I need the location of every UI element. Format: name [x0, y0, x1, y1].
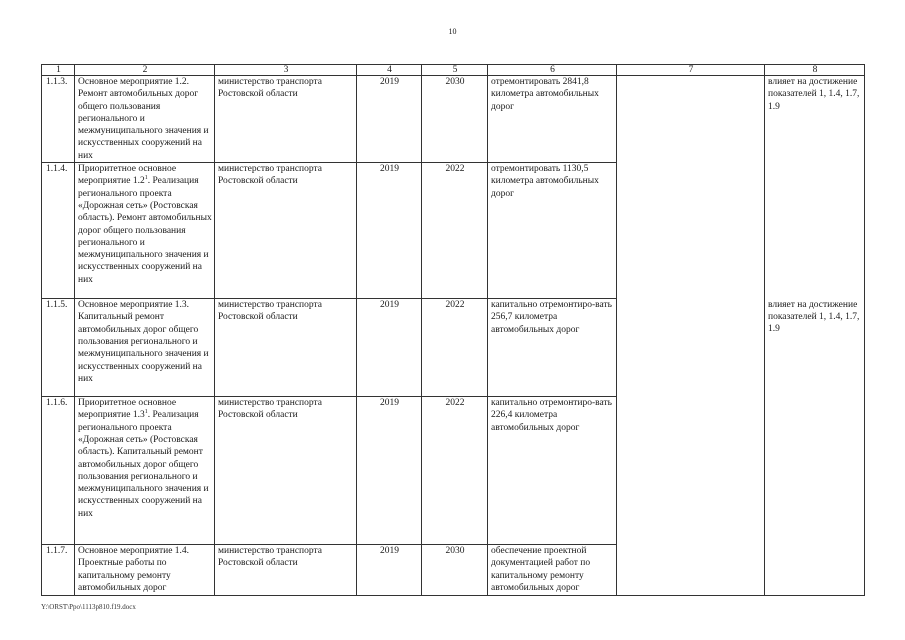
page-number: 10 [448, 27, 457, 36]
row-number-cell: 1.1.7. [42, 545, 75, 596]
measure-name-cell: Основное мероприятие 1.3. Капитальный ремонт автомобильных дорог общего пользования регионального и межмуниципального значения и искусственных сооружений на них [75, 299, 215, 397]
end-year-cell: 2030 [422, 545, 488, 596]
measure-name-cell [75, 397, 215, 545]
executor-cell: министерство транспорта Ростовской области [215, 76, 357, 163]
program-measures-table [41, 64, 865, 596]
header-cell: 6 [488, 65, 617, 76]
start-year-cell: 2019 [357, 397, 422, 545]
expected-result-cell: обеспечение проектной документацией работ по капитальному ремонту автомобильных дорог [488, 545, 617, 596]
footnote-mark: 1 [144, 175, 148, 182]
start-year-cell: 2019 [357, 299, 422, 397]
consequence-cell [617, 76, 765, 299]
row-number-cell: 1.1.3. [42, 76, 75, 163]
measure-name-cell [75, 163, 215, 299]
table-row [42, 299, 865, 397]
end-year-cell: 2030 [422, 76, 488, 163]
measure-name-text: Приоритетное основное мероприятие 1.2 [78, 164, 177, 187]
header-cell: 4 [357, 65, 422, 76]
footnote-mark: 1 [144, 409, 148, 416]
expected-result-cell: отремонтировать 2841,8 километра автомобильных дорог [488, 76, 617, 163]
header-cell: 2 [75, 65, 215, 76]
expected-result-cell: отремонтировать 1130,5 километра автомобильных дорог [488, 163, 617, 299]
expected-result-cell: капитально отремонтиро-вать 226,4 километра автомобильных дорог [488, 397, 617, 545]
measure-name-text: . Реализация регионального проекта «Дорожная сеть» (Ростовская область). Капитальный ремонт автомобильных дорог общего пользования регионального и межмуниципального значения и искусственных сооружений на них [78, 410, 209, 519]
header-cell: 7 [617, 65, 765, 76]
document-file-path: Y:\ORST\Ppo\1113p810.f19.docx [41, 603, 136, 611]
start-year-cell: 2019 [357, 76, 422, 163]
executor-cell: министерство транспорта Ростовской области [215, 545, 357, 596]
executor-cell: министерство транспорта Ростовской области [215, 397, 357, 545]
indicator-link-cell: влияет на достижение показателей 1, 1.4, 1.7, 1.9 [765, 76, 865, 299]
measure-name-text: . Реализация регионального проекта «Дорожная сеть» (Ростовская область). Ремонт автомобильных дорог общего пользования регионального и межмуниципального значения и искусственных сооружений на них [78, 176, 212, 285]
start-year-cell: 2019 [357, 163, 422, 299]
header-cell: 1 [42, 65, 75, 76]
row-number-cell: 1.1.5. [42, 299, 75, 397]
start-year-cell: 2019 [357, 545, 422, 596]
table-header-row [42, 65, 865, 76]
end-year-cell: 2022 [422, 397, 488, 545]
end-year-cell: 2022 [422, 299, 488, 397]
row-number-cell: 1.1.4. [42, 163, 75, 299]
header-cell: 5 [422, 65, 488, 76]
header-cell: 3 [215, 65, 357, 76]
measure-name-cell: Основное мероприятие 1.2. Ремонт автомобильных дорог общего пользования регионального и межмуниципального значения и искусственных сооружений на них [75, 76, 215, 163]
measure-name-text: Приоритетное основное мероприятие 1.3 [78, 398, 177, 421]
row-number-cell: 1.1.6. [42, 397, 75, 545]
executor-cell: министерство транспорта Ростовской области [215, 299, 357, 397]
indicator-link-cell: влияет на достижение показателей 1, 1.4, 1.7, 1.9 [765, 299, 865, 596]
header-cell: 8 [765, 65, 865, 76]
end-year-cell: 2022 [422, 163, 488, 299]
consequence-cell [617, 299, 765, 596]
table-row [42, 76, 865, 163]
executor-cell: министерство транспорта Ростовской области [215, 163, 357, 299]
measure-name-cell: Основное мероприятие 1.4. Проектные работы по капитальному ремонту автомобильных дорог [75, 545, 215, 596]
expected-result-cell: капитально отремонтиро-вать 256,7 километра автомобильных дорог [488, 299, 617, 397]
